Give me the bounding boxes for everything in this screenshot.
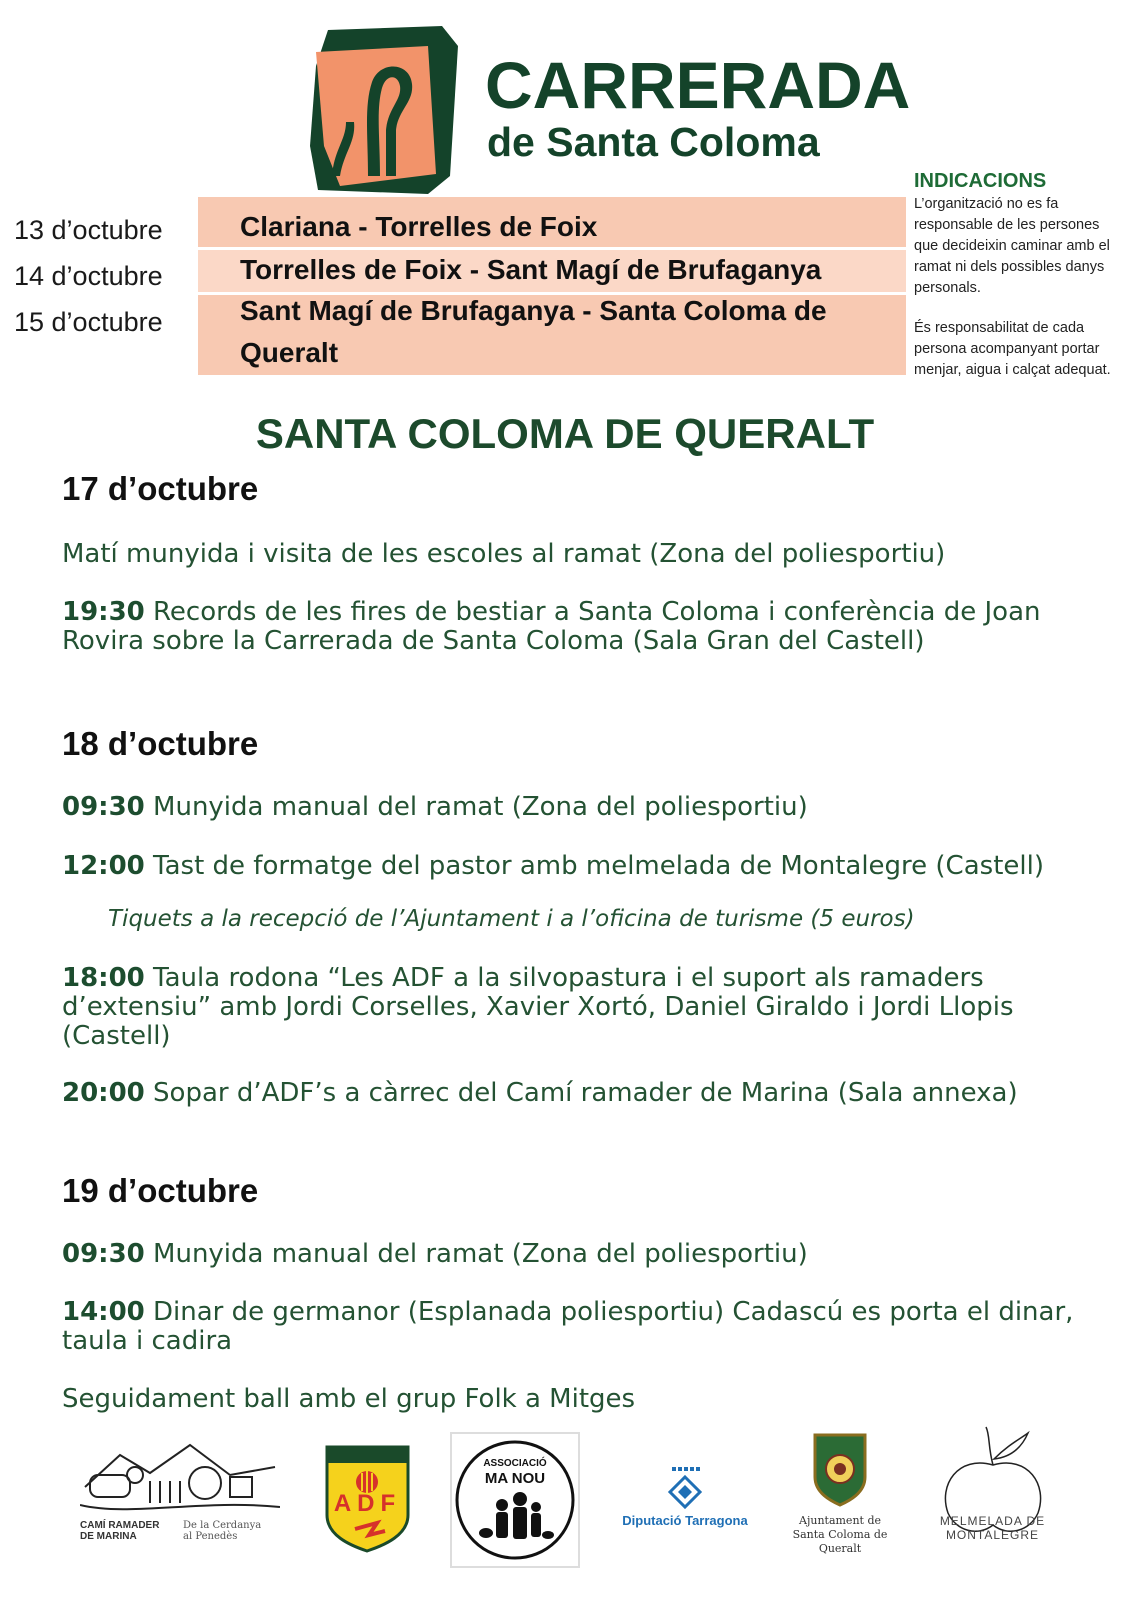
event-item bbox=[62, 1298, 1122, 1356]
melmelada-apple-logo bbox=[938, 1425, 1048, 1575]
event-text: Dinar de germanor (Esplanada poliesportiu) Cadascú es porta el dinar, taula i cadira bbox=[62, 1297, 1074, 1356]
indicacions-text: És responsabilitat de cada persona acompanyant portar menjar, aigua i calçat adequat. bbox=[914, 320, 1111, 378]
event-item bbox=[62, 793, 1122, 822]
event-text: Matí munyida i visita de les escoles al ramat (Zona del poliesportiu) bbox=[62, 539, 946, 569]
cami-ramader-logo bbox=[80, 1425, 280, 1575]
cami-ramader-name: CAMÍ RAMADER DE MARINA bbox=[80, 1520, 160, 1542]
associacio-manou-logo bbox=[450, 1425, 580, 1575]
indicacions-text: L’organització no es fa responsable de les persones que decideixin caminar amb el ramat ni dels possibles danys personals. bbox=[914, 196, 1110, 296]
event-note: Tiquets a la recepció de l’Ajuntament i a l’oficina de turisme (5 euros) bbox=[108, 906, 915, 932]
event-time: 12:00 bbox=[62, 851, 145, 881]
event-item bbox=[62, 1079, 1122, 1108]
melmelada-name: MELMELADA DE MONTALEGRE bbox=[939, 1514, 1046, 1542]
carrerada-logo bbox=[310, 26, 460, 194]
brand-subtitle: de Santa Coloma bbox=[487, 119, 820, 165]
event-text: Records de les fires de bestiar a Santa Coloma i conferència de Joan Rovira sobre la Carrerada de Santa Coloma (Sala Gran del Castell) bbox=[62, 597, 1041, 656]
event-time: 09:30 bbox=[62, 1239, 145, 1269]
event-item bbox=[62, 964, 1122, 1051]
cami-ramader-sub: De la Cerdanya al Penedès bbox=[183, 1520, 262, 1542]
ajuntament-name: Ajuntament de Santa Coloma de Queralt bbox=[792, 1514, 888, 1555]
event-item bbox=[62, 598, 1122, 656]
route-name: Torrelles de Foix - Sant Magí de Brufaganya bbox=[240, 254, 822, 285]
day-heading: 19 d’octubre bbox=[62, 1172, 259, 1209]
route-name: Clariana - Torrelles de Foix bbox=[240, 211, 598, 242]
event-text: Munyida manual del ramat (Zona del poliesportiu) bbox=[153, 792, 808, 822]
event-item bbox=[62, 852, 1122, 881]
event-time: 20:00 bbox=[62, 1078, 145, 1108]
manou-name: MA NOU bbox=[484, 1470, 546, 1487]
day-heading: 17 d’octubre bbox=[62, 470, 259, 507]
route-date: 13 d’octubre bbox=[14, 215, 163, 245]
diputacio-tarragona-logo bbox=[660, 1425, 710, 1575]
event-text: Taula rodona “Les ADF a la silvopastura i el suport als ramaders d’extensiu” amb Jordi Corselles, Xavier Xortó, Daniel Giraldo i Jordi Llopis (Castell) bbox=[62, 963, 1014, 1051]
brand-title: CARRERADA bbox=[485, 48, 911, 122]
event-item bbox=[62, 1240, 1122, 1269]
indicacions-title: INDICACIONS bbox=[914, 170, 1047, 192]
event-text: Tast de formatge del pastor amb melmelada de Montalegre (Castell) bbox=[153, 851, 1044, 881]
route-name-cont: Queralt bbox=[240, 337, 339, 368]
event-text: Munyida manual del ramat (Zona del poliesportiu) bbox=[153, 1239, 808, 1269]
diputacio-name: Diputació Tarragona bbox=[622, 1513, 748, 1528]
day-heading: 18 d’octubre bbox=[62, 725, 259, 762]
event-text: Sopar d’ADF’s a càrrec del Camí ramader de Marina (Sala annexa) bbox=[153, 1078, 1018, 1108]
event-time: 09:30 bbox=[62, 792, 145, 822]
event-item bbox=[62, 540, 1122, 569]
manou-top-text: ASSOCIACIÓ bbox=[483, 1458, 547, 1469]
event-time: 18:00 bbox=[62, 963, 145, 993]
route-date: 15 d’octubre bbox=[14, 307, 163, 337]
event-time: 19:30 bbox=[62, 597, 145, 627]
event-text: Seguidament ball amb el grup Folk a Mitges bbox=[62, 1384, 636, 1414]
event-item bbox=[62, 1385, 1122, 1414]
route-date: 14 d’octubre bbox=[14, 261, 163, 291]
town-heading: SANTA COLOMA DE QUERALT bbox=[255, 410, 875, 457]
event-time: 14:00 bbox=[62, 1297, 145, 1327]
adf-label: ADF bbox=[333, 1490, 402, 1517]
route-name: Sant Magí de Brufaganya - Santa Coloma de bbox=[240, 295, 827, 326]
